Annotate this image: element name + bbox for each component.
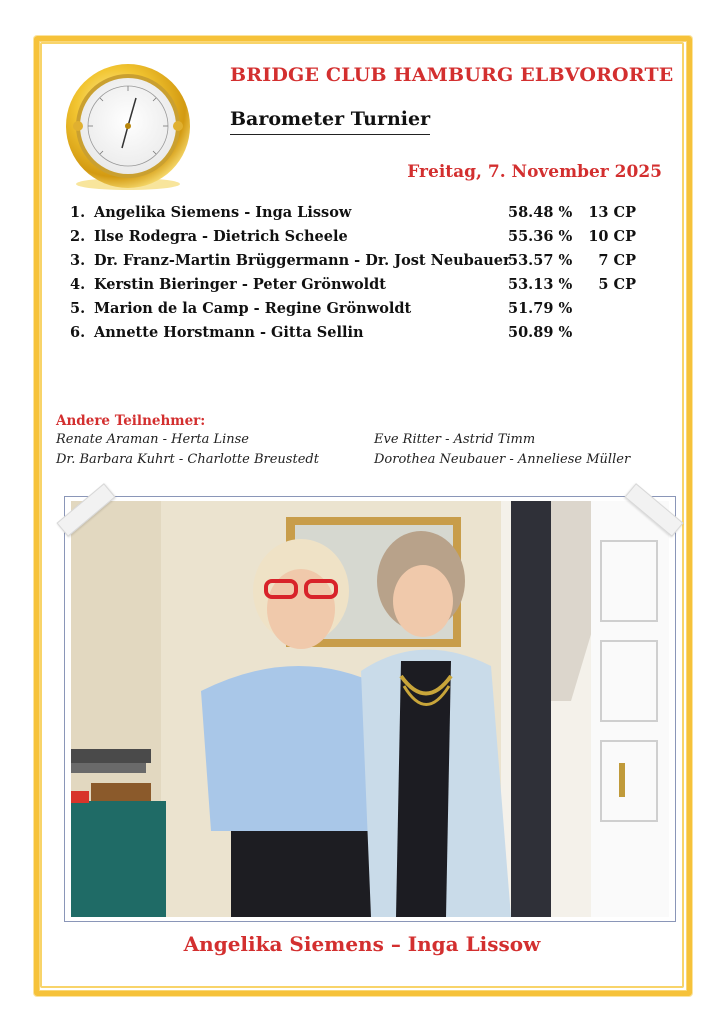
club-title: BRIDGE CLUB HAMBURG ELBVORORTE <box>230 64 674 86</box>
result-cp: 7 CP <box>598 252 636 269</box>
result-cp: 13 CP <box>588 204 636 221</box>
result-row <box>70 276 660 300</box>
winners-photo <box>71 501 669 917</box>
result-names: Kerstin Bieringer - Peter Grönwoldt <box>94 276 386 293</box>
result-rank: 5. <box>70 300 86 317</box>
result-row <box>70 252 660 276</box>
photo-caption: Angelika Siemens – Inga Lissow <box>183 932 541 956</box>
other-participant: Dorothea Neubauer - Anneliese Müller <box>374 452 631 467</box>
result-percent: 50.89 % <box>508 324 573 341</box>
other-participant: Dr. Barbara Kuhrt - Charlotte Breustedt <box>56 452 319 467</box>
result-cp: 10 CP <box>588 228 636 245</box>
result-rank: 2. <box>70 228 86 245</box>
tournament-date: Freitag, 7. November 2025 <box>407 162 662 182</box>
barometer-icon <box>56 56 196 196</box>
result-row <box>70 300 660 324</box>
other-participant: Renate Araman - Herta Linse <box>56 432 249 447</box>
results-list <box>70 204 660 348</box>
result-percent: 58.48 % <box>508 204 573 221</box>
result-rank: 6. <box>70 324 86 341</box>
result-names: Angelika Siemens - Inga Lissow <box>94 204 352 221</box>
tournament-title: Barometer Turnier <box>230 108 430 135</box>
result-rank: 1. <box>70 204 86 221</box>
result-names: Ilse Rodegra - Dietrich Scheele <box>94 228 348 245</box>
result-names: Annette Horstmann - Gitta Sellin <box>94 324 364 341</box>
other-participants-label: Andere Teilnehmer: <box>56 413 206 429</box>
result-names: Dr. Franz-Martin Brüggermann - Dr. Jost Neubauer <box>94 252 511 269</box>
photo-frame <box>64 496 676 922</box>
result-percent: 55.36 % <box>508 228 573 245</box>
result-percent: 53.13 % <box>508 276 573 293</box>
result-row <box>70 324 660 348</box>
result-row <box>70 204 660 228</box>
result-rank: 4. <box>70 276 86 293</box>
result-names: Marion de la Camp - Regine Grönwoldt <box>94 300 412 317</box>
result-rank: 3. <box>70 252 86 269</box>
result-row <box>70 228 660 252</box>
result-percent: 51.79 % <box>508 300 573 317</box>
other-participant: Eve Ritter - Astrid Timm <box>374 432 536 447</box>
result-percent: 53.57 % <box>508 252 573 269</box>
winners-photo-image <box>71 501 669 917</box>
result-cp: 5 CP <box>598 276 636 293</box>
